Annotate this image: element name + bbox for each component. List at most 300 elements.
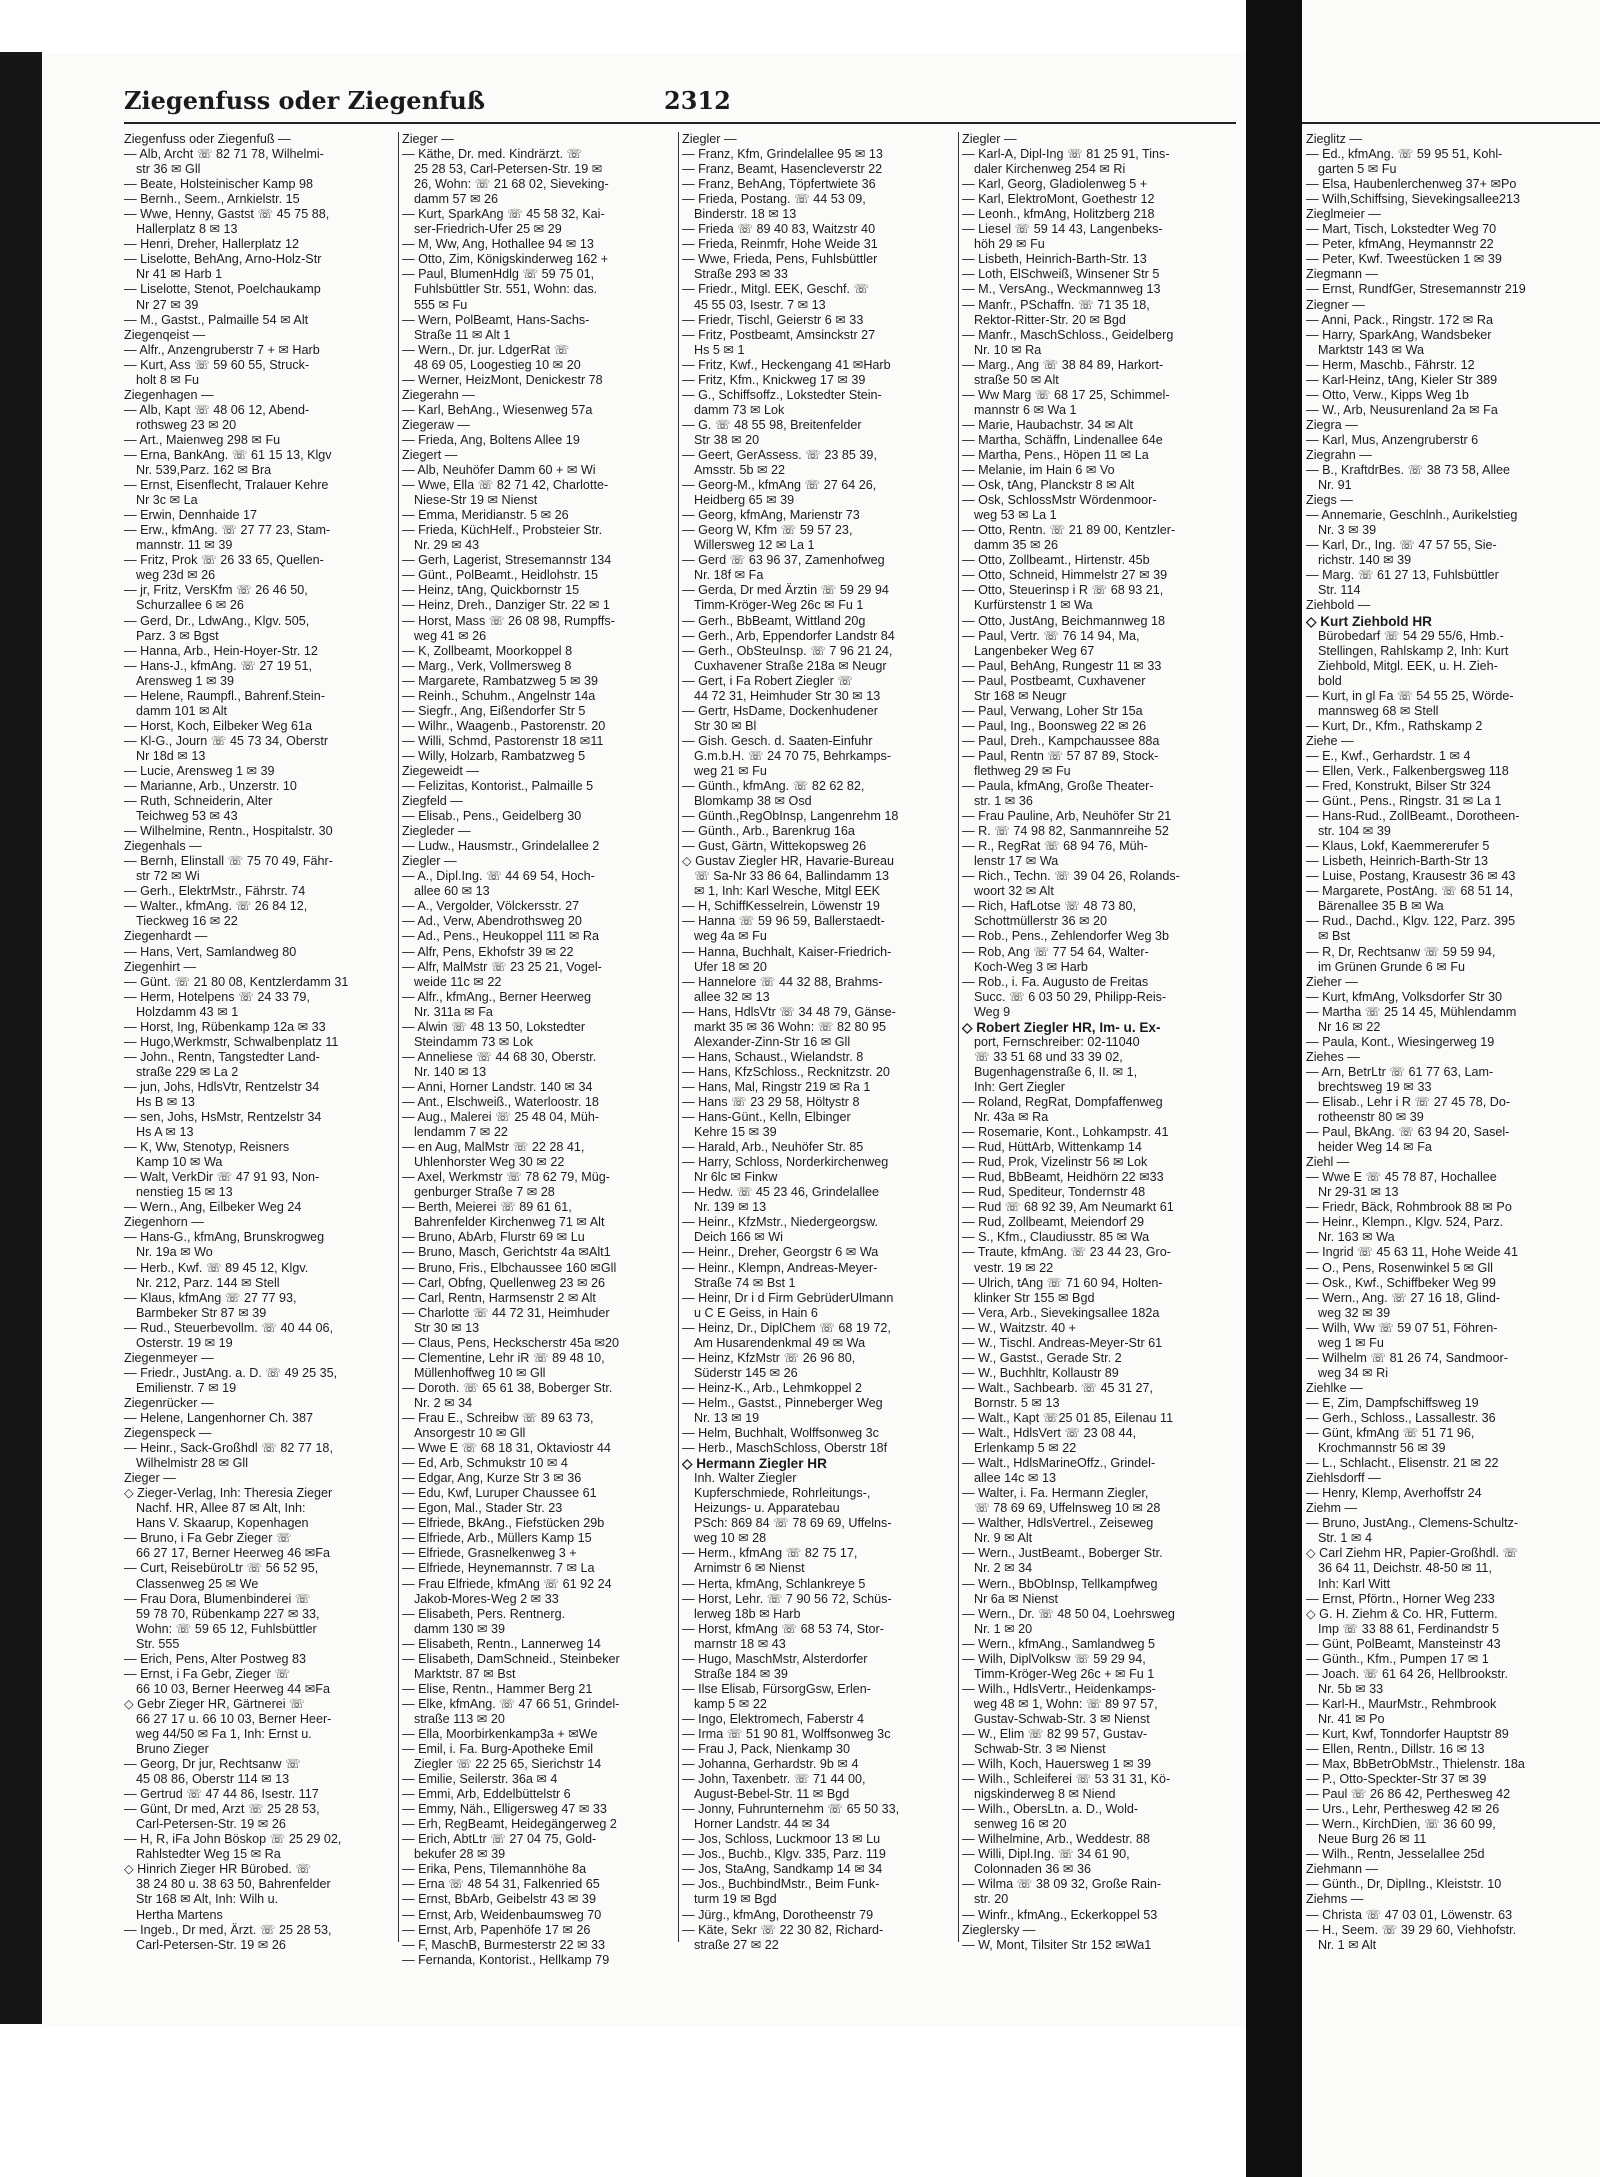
listing-entry-continuation: PSch: 869 84 ☏ 78 69 69, Uffelns- bbox=[694, 1516, 892, 1531]
running-head: Ziegenfuss oder Ziegenfuß bbox=[124, 86, 486, 115]
listing-entry: — Wilhelmine, Arb., Weddestr. 88 bbox=[962, 1832, 1151, 1847]
listing-entry: ◇ Robert Ziegler HR, Im- u. Ex- bbox=[962, 1019, 1161, 1035]
listing-entry-continuation: Horner Landstr. 44 ✉ 34 bbox=[694, 1817, 830, 1832]
surname-heading: Zieglersky — bbox=[962, 1922, 1036, 1937]
surname-heading: Ziehms — bbox=[1306, 1892, 1364, 1907]
listing-entry-continuation: Str 38 ✉ 20 bbox=[694, 432, 760, 447]
listing-entry-continuation: Marktstr. 87 ✉ Bst bbox=[414, 1666, 516, 1681]
listing-entry-continuation: mannstr. 11 ✉ 39 bbox=[136, 538, 233, 553]
listing-entry-continuation: turm 19 ✉ Bgd bbox=[694, 1892, 777, 1907]
listing-entry: — Ludw., Hausmstr., Grindelallee 2 bbox=[402, 839, 600, 854]
scan-left-edge bbox=[0, 52, 42, 2024]
listing-entry: — Karl, Mus, Anzengruberstr 6 bbox=[1306, 432, 1479, 447]
listing-entry: — Hans, HdlsVtr ☏ 34 48 79, Gänse- bbox=[682, 1004, 896, 1019]
listing-entry-continuation: woort 32 ✉ Alt bbox=[974, 884, 1054, 899]
listing-entry-continuation: straße 113 ✉ 20 bbox=[414, 1711, 505, 1726]
listing-entry: — Gerh., Schloss., Lassallestr. 36 bbox=[1306, 1410, 1496, 1425]
listing-entry-continuation: 25 28 53, Carl-Petersen-Str. 19 ✉ bbox=[414, 162, 603, 177]
listing-entry: — Egon, Mal., Stader Str. 23 bbox=[402, 1501, 563, 1516]
listing-entry-continuation: ser-Friedrich-Ufer 25 ✉ 29 bbox=[414, 222, 562, 237]
right-page-rule bbox=[1302, 122, 1600, 124]
listing-entry: — Liselotte, Stenot, Poelchaukamp bbox=[124, 282, 321, 297]
listing-entry: ◇ Kurt Ziehbold HR bbox=[1306, 613, 1432, 629]
surname-heading: Ziegenmeyer — bbox=[124, 1350, 214, 1365]
listing-entry: — R., RegRat ☏ 68 94 76, Müh- bbox=[962, 839, 1148, 854]
listing-entry: — Hans, Vert, Samlandweg 80 bbox=[124, 944, 297, 959]
listing-entry-continuation: Kupferschmiede, Rohrleitungs-, bbox=[694, 1486, 871, 1501]
listing-entry: — Peter, Kwf. Tweestücken 1 ✉ 39 bbox=[1306, 252, 1502, 267]
listing-entry-continuation: weg 53 ✉ La 1 bbox=[974, 508, 1057, 523]
listing-entry: — Heinz, Dreh., Danziger Str. 22 ✉ 1 bbox=[402, 598, 610, 613]
listing-entry: — Otto, Zim, Königskinderweg 162 + bbox=[402, 252, 609, 267]
listing-entry-continuation: genburger Straße 7 ✉ 28 bbox=[414, 1185, 555, 1200]
listing-entry: — Kurt, Dr., Kfm., Rathskamp 2 bbox=[1306, 718, 1483, 733]
listing-entry: — Frau Pauline, Arb, Neuhöfer Str 21 bbox=[962, 809, 1172, 824]
listing-entry: — Marianne, Arb., Unzerstr. 10 bbox=[124, 779, 297, 794]
listing-entry: — Wern, PolBeamt, Hans-Sachs- bbox=[402, 312, 590, 327]
listing-entry: — Elsa, Haubenlerchenweg 37+ ✉Po bbox=[1306, 177, 1517, 192]
listing-column-5 bbox=[1306, 132, 1600, 1953]
listing-entry: — Edgar, Ang, Kurze Str 3 ✉ 36 bbox=[402, 1471, 582, 1486]
listing-entry: — Ernst, i Fa Gebr, Zieger ☏ bbox=[124, 1666, 291, 1681]
listing-entry-continuation: weg 23d ✉ 26 bbox=[136, 568, 216, 583]
listing-entry-continuation: Jakob-Mores-Weg 2 ✉ 33 bbox=[414, 1591, 559, 1606]
listing-entry: — Paul ☏ 26 86 42, Perthesweg 42 bbox=[1306, 1787, 1511, 1802]
listing-entry: — Ilse Elisab, FürsorgGsw, Erlen- bbox=[682, 1681, 871, 1696]
listing-entry: — Werner, HeizMont, Denickestr 78 bbox=[402, 372, 603, 387]
listing-entry: — Frau J, Pack, Nienkamp 30 bbox=[682, 1742, 850, 1757]
listing-entry-continuation: Stellingen, Rahlskamp 2, Inh: Kurt bbox=[1318, 643, 1509, 658]
listing-entry: — Otto, Zollbeamt., Hirtenstr. 45b bbox=[962, 553, 1150, 568]
column-rule bbox=[398, 132, 399, 1942]
listing-entry: — Ernst, Pförtn., Horner Weg 233 bbox=[1306, 1591, 1495, 1606]
listing-entry-continuation: weg 4a ✉ Fu bbox=[694, 929, 767, 944]
listing-entry-continuation: Nr. 139 ✉ 13 bbox=[694, 1200, 767, 1215]
listing-entry: — A., Vergolder, Völckersstr. 27 bbox=[402, 899, 580, 914]
listing-entry: — Osk, tAng, Planckstr 8 ✉ Alt bbox=[962, 478, 1135, 493]
listing-entry: — Max, BbBetrObMstr., Thielenstr. 18a bbox=[1306, 1757, 1525, 1772]
listing-entry: — Ingo, Elektromech, Faberstr 4 bbox=[682, 1711, 864, 1726]
listing-entry-continuation: Inh: Gert Ziegler bbox=[974, 1079, 1065, 1094]
listing-entry-continuation: weg 34 ✉ Ri bbox=[1318, 1365, 1389, 1380]
surname-heading: Ziegenhals — bbox=[124, 839, 202, 854]
surname-heading: Ziegenhorn — bbox=[124, 1215, 204, 1230]
surname-heading: Ziegerahn — bbox=[402, 387, 475, 402]
listing-entry: — Wwe E ☏ 45 78 87, Hochallee bbox=[1306, 1170, 1497, 1185]
listing-entry: — Frau Elfriede, kfmAng ☏ 61 92 24 bbox=[402, 1576, 612, 1591]
listing-entry-continuation: mannsweg 68 ✉ Stell bbox=[1318, 703, 1439, 718]
listing-entry: — John, Taxenbetr. ☏ 71 44 00, bbox=[682, 1772, 866, 1787]
listing-entry-continuation: Str 30 ✉ 13 bbox=[414, 1320, 480, 1335]
listing-entry: — W., Tischl. Andreas-Meyer-Str 61 bbox=[962, 1335, 1163, 1350]
listing-entry: — Geert, GerAssess. ☏ 23 85 39, bbox=[682, 447, 877, 462]
listing-entry-continuation: senweg 16 ✉ 20 bbox=[974, 1817, 1067, 1832]
listing-entry: — H, SchiffKesselrein, Löwenstr 19 bbox=[682, 899, 880, 914]
listing-entry: — Hans, Schaust., Wielandstr. 8 bbox=[682, 1049, 864, 1064]
listing-entry: — Art., Maienweg 298 ✉ Fu bbox=[124, 432, 281, 447]
listing-entry-continuation: bold bbox=[1318, 673, 1342, 688]
listing-entry: — Heinr., KfzMstr., Niedergeorgsw. bbox=[682, 1215, 878, 1230]
listing-entry: — Karl, BehAng., Wiesenweg 57a bbox=[402, 402, 593, 417]
listing-entry: — Horst, Ing, Rübenkamp 12a ✉ 33 bbox=[124, 1019, 326, 1034]
listing-entry-continuation: flethweg 29 ✉ Fu bbox=[974, 763, 1071, 778]
listing-entry: — Herm, Maschb., Fährstr. 12 bbox=[1306, 357, 1475, 372]
listing-entry: — Wwe, Frieda, Pens, Fuhlsbüttler bbox=[682, 252, 878, 267]
listing-entry-continuation: brechtsweg 19 ✉ 33 bbox=[1318, 1079, 1432, 1094]
listing-entry: — Urs., Lehr, Perthesweg 42 ✉ 26 bbox=[1306, 1802, 1500, 1817]
surname-heading: Ziegrahn — bbox=[1306, 447, 1372, 462]
surname-heading: Zieglitz — bbox=[1306, 132, 1362, 146]
listing-entry: — Rud., Steuerbevollm. ☏ 40 44 06, bbox=[124, 1320, 333, 1335]
listing-entry-continuation: Nr. 140 ✉ 13 bbox=[414, 1064, 487, 1079]
listing-entry: ◇ Carl Ziehm HR, Papier-Großhdl. ☏ bbox=[1306, 1546, 1519, 1561]
listing-entry: — Traute, kfmAng. ☏ 23 44 23, Gro- bbox=[962, 1245, 1171, 1260]
listing-entry: — Herm, Hotelpens ☏ 24 33 79, bbox=[124, 989, 310, 1004]
listing-entry: — Ernst, RundfGer, Stresemannstr 219 bbox=[1306, 282, 1526, 297]
listing-entry: — Otto, Schneid, Himmelstr 27 ✉ 39 bbox=[962, 568, 1168, 583]
listing-entry: — Wilhelmine, Rentn., Hospitalstr. 30 bbox=[124, 824, 333, 839]
listing-entry: — E., Kwf., Gerhardstr. 1 ✉ 4 bbox=[1306, 748, 1471, 763]
listing-entry: — Günth., Kfm., Pumpen 17 ✉ 1 bbox=[1306, 1651, 1489, 1666]
listing-entry-continuation: kamp 5 ✉ 22 bbox=[694, 1696, 767, 1711]
listing-entry: — Hanna, Arb., Hein-Hoyer-Str. 12 bbox=[124, 643, 318, 658]
listing-entry-continuation: str. 1 ✉ 36 bbox=[974, 794, 1033, 809]
listing-entry-continuation: Inh: Karl Witt bbox=[1318, 1576, 1391, 1591]
listing-entry: — R. ☏ 74 98 82, Sanmannreihe 52 bbox=[962, 824, 1169, 839]
listing-entry: — Frieda, Reinmfr, Hohe Weide 31 bbox=[682, 237, 878, 252]
page-header bbox=[124, 86, 1232, 120]
listing-entry-continuation: Langenbeker Weg 67 bbox=[974, 643, 1095, 658]
listing-entry: — Jonny, Fuhrunternehm ☏ 65 50 33, bbox=[682, 1802, 900, 1817]
listing-entry-continuation: Willersweg 12 ✉ La 1 bbox=[694, 538, 815, 553]
listing-entry-continuation: Schurzallee 6 ✉ 26 bbox=[136, 598, 244, 613]
listing-entry-continuation: Marktstr 143 ✉ Wa bbox=[1318, 342, 1424, 357]
listing-entry-continuation: Nr. 212, Parz. 144 ✉ Stell bbox=[136, 1275, 280, 1290]
listing-entry: — jr, Fritz, VersKfm ☏ 26 46 50, bbox=[124, 583, 308, 598]
listing-entry-continuation: u C E Geiss, in Hain 6 bbox=[694, 1305, 818, 1320]
listing-entry-continuation: markt 35 ✉ 36 Wohn: ☏ 82 80 95 bbox=[694, 1019, 886, 1034]
listing-entry-continuation: Niese-Str 19 ✉ Nienst bbox=[414, 493, 538, 508]
listing-entry: — Ernst, BbArb, Geibelstr 43 ✉ 39 bbox=[402, 1892, 596, 1907]
listing-entry-continuation: Hs A ✉ 13 bbox=[136, 1125, 194, 1140]
listing-entry-continuation: ☏ 33 51 68 und 33 39 02, bbox=[974, 1049, 1123, 1064]
listing-entry: — Fred, Konstrukt, Bilser Str 324 bbox=[1306, 779, 1491, 794]
listing-entry-continuation: 48 69 05, Loogestieg 10 ✉ 20 bbox=[414, 357, 581, 372]
page-number: 2312 bbox=[664, 86, 731, 115]
listing-entry: — Heinr., Dreher, Georgstr 6 ✉ Wa bbox=[682, 1245, 879, 1260]
listing-entry-continuation: rothsweg 23 ✉ 20 bbox=[136, 417, 237, 432]
listing-entry: — Hans ☏ 23 29 58, Höltystr 8 bbox=[682, 1095, 860, 1109]
listing-entry-continuation: Timm-Kröger-Weg 26c + ✉ Fu 1 bbox=[974, 1666, 1155, 1681]
listing-entry-continuation: Hertha Martens bbox=[136, 1907, 223, 1922]
listing-entry-continuation: weg 48 ✉ 1, Wohn: ☏ 89 97 57, bbox=[974, 1696, 1158, 1711]
header-rule bbox=[124, 122, 1236, 124]
listing-entry: — Fritz, Kfm., Knickweg 17 ✉ 39 bbox=[682, 372, 866, 387]
listing-entry: — Marg. ☏ 61 27 13, Fuhlsbüttler bbox=[1306, 568, 1499, 583]
listing-entry-continuation: Ufer 18 ✉ 20 bbox=[694, 959, 767, 974]
listing-entry-continuation: allee 14c ✉ 13 bbox=[974, 1471, 1056, 1486]
listing-entry: — Wern., Ang. ☏ 27 16 18, Glind- bbox=[1306, 1290, 1501, 1305]
listing-entry-continuation: Kurfürstenstr 1 ✉ Wa bbox=[974, 598, 1093, 613]
listing-entry-continuation: Nr. 18f ✉ Fa bbox=[694, 568, 764, 583]
listing-entry: — Carl, Rentn, Harmsenstr 2 ✉ Alt bbox=[402, 1290, 596, 1305]
listing-entry-continuation: bekufer 28 ✉ 39 bbox=[414, 1847, 506, 1862]
listing-entry: — Elise, Rentn., Hammer Berg 21 bbox=[402, 1681, 593, 1696]
listing-entry-continuation: vestr. 19 ✉ 22 bbox=[974, 1260, 1054, 1275]
listing-entry-continuation: weg 32 ✉ 39 bbox=[1318, 1305, 1391, 1320]
listing-entry: — Elisab., Pens., Geidelberg 30 bbox=[402, 809, 582, 824]
column-rule bbox=[958, 132, 959, 1942]
listing-entry: — Günt, Dr med, Arzt ☏ 25 28 53, bbox=[124, 1802, 320, 1817]
listing-entry-continuation: Krochmannstr 56 ✉ 39 bbox=[1318, 1441, 1446, 1456]
listing-entry: — Walter, i. Fa. Hermann Ziegler, bbox=[962, 1486, 1149, 1501]
listing-entry: — Günth.,RegObInsp, Langenrehm 18 bbox=[682, 809, 899, 824]
listing-entry: — Hans, KfzSchloss., Recknitzstr. 20 bbox=[682, 1064, 890, 1079]
surname-heading: Zieger — bbox=[124, 1471, 176, 1486]
listing-entry: — Gerd, Dr., LdwAng., Klgv. 505, bbox=[124, 613, 310, 628]
listing-entry: — Karl, Georg, Gladiolenweg 5 + bbox=[962, 177, 1148, 192]
listing-entry-continuation: richstr. 140 ✉ 39 bbox=[1318, 553, 1412, 568]
listing-entry: — Felizitas, Kontorist., Palmaille 5 bbox=[402, 779, 594, 794]
surname-heading: Ziegmann — bbox=[1306, 267, 1379, 282]
listing-entry: — Georg, Dr jur, Rechtsanw ☏ bbox=[124, 1757, 301, 1772]
surname-heading: Ziegenhardt — bbox=[124, 929, 208, 944]
listing-entry: — Paul, Dreh., Kampchaussee 88a bbox=[962, 733, 1160, 748]
listing-entry: — Jürg., kfmAng, Dorotheenstr 79 bbox=[682, 1907, 874, 1922]
listing-entry: — Paul, BkAng. ☏ 63 94 20, Sasel- bbox=[1306, 1125, 1510, 1140]
listing-entry: — Ulrich, tAng ☏ 71 60 94, Holten- bbox=[962, 1275, 1163, 1290]
listing-entry: — W., Gastst., Gerade Str. 2 bbox=[962, 1350, 1122, 1365]
listing-entry-continuation: str. 20 bbox=[974, 1892, 1009, 1907]
listing-entry-continuation: Blomkamp 38 ✉ Osd bbox=[694, 794, 812, 809]
listing-entry-continuation: damm 101 ✉ Alt bbox=[136, 703, 228, 718]
listing-entry: — Fritz, Prok ☏ 26 33 65, Quellen- bbox=[124, 553, 324, 568]
listing-entry-continuation: port, Fernschreiber: 02-11040 bbox=[974, 1034, 1140, 1049]
listing-entry-continuation: Nr 41 ✉ Harb 1 bbox=[136, 267, 223, 282]
listing-entry: — Carl, Obfng, Quellenweg 23 ✉ 26 bbox=[402, 1275, 606, 1290]
listing-entry: — Günt., PolBeamt., Heidlohstr. 15 bbox=[402, 568, 598, 583]
listing-entry: — Elfriede, Arb., Müllers Kamp 15 bbox=[402, 1531, 592, 1546]
listing-entry: — Walt, VerkDir ☏ 47 91 93, Non- bbox=[124, 1170, 320, 1185]
listing-entry: — Erich, AbtLtr ☏ 27 04 75, Gold- bbox=[402, 1832, 597, 1847]
listing-entry-continuation: Nr. 41 ✉ Po bbox=[1318, 1711, 1385, 1726]
listing-entry: — H., Seem. ☏ 39 29 60, Viehhofstr. bbox=[1306, 1922, 1517, 1937]
listing-entry-continuation: damm 57 ✉ 26 bbox=[414, 192, 499, 207]
listing-entry: — Wern., JustBeamt., Boberger Str. bbox=[962, 1546, 1163, 1561]
listing-entry: — Otto, JustAng, Beichmannweg 18 bbox=[962, 613, 1166, 628]
listing-entry: — Kurt, in gl Fa ☏ 54 55 25, Wörde- bbox=[1306, 688, 1514, 703]
listing-entry: — Otto, Steuerinsp i R ☏ 68 93 21, bbox=[962, 583, 1164, 598]
listing-entry-continuation: ✉ 1, Inh: Karl Wesche, Mitgl EEK bbox=[694, 884, 881, 899]
listing-entry-continuation: Nr. 29 ✉ 43 bbox=[414, 538, 480, 553]
listing-entry: — A., Dipl.Ing. ☏ 44 69 54, Hoch- bbox=[402, 869, 595, 884]
listing-entry: — Marg., Ang ☏ 38 84 89, Harkort- bbox=[962, 357, 1164, 372]
listing-entry: — Alfr, Pens, Ekhofstr 39 ✉ 22 bbox=[402, 944, 574, 959]
listing-entry-continuation: 66 27 17, Berner Heerweg 46 ✉Fa bbox=[136, 1546, 330, 1561]
listing-entry: — Elisabeth, DamSchneid., Steinbeker bbox=[402, 1651, 620, 1666]
listing-entry: — Horst, Koch, Eilbeker Weg 61a bbox=[124, 718, 313, 733]
listing-entry: ◇ Zieger-Verlag, Inh: Theresia Zieger bbox=[124, 1486, 333, 1501]
listing-entry: — Marg., Verk, Vollmersweg 8 bbox=[402, 658, 572, 673]
listing-entry: — Harald, Arb., Neuhöfer Str. 85 bbox=[682, 1140, 864, 1155]
listing-entry-continuation: G.m.b.H. ☏ 24 70 75, Behrkamps- bbox=[694, 748, 892, 763]
listing-entry-continuation: Nr. 311a ✉ Fa bbox=[414, 1004, 493, 1019]
listing-entry: — R, Dr, Rechtsanw ☏ 59 59 94, bbox=[1306, 944, 1496, 959]
listing-entry: — Fritz, Kwf., Heckengang 41 ✉Harb bbox=[682, 357, 891, 372]
listing-entry: — Johanna, Gerhardstr. 9b ✉ 4 bbox=[682, 1757, 859, 1772]
listing-entry: — W, Mont, Tilsiter Str 152 ✉Wa1 bbox=[962, 1937, 1152, 1952]
listing-entry-continuation: lenstr 17 ✉ Wa bbox=[974, 854, 1059, 869]
listing-entry-continuation: Kamp 10 ✉ Wa bbox=[136, 1155, 223, 1170]
surname-heading: Ziehbold — bbox=[1306, 598, 1371, 613]
listing-entry: ◇ Hinrich Zieger HR Bürobed. ☏ bbox=[124, 1862, 312, 1877]
listing-entry: — Georg, kfmAng, Marienstr 73 bbox=[682, 508, 860, 523]
listing-entry-continuation: str. 104 ✉ 39 bbox=[1318, 824, 1391, 839]
surname-heading: Ziegenqeist — bbox=[124, 327, 206, 342]
listing-entry-continuation: Nr 3c ✉ La bbox=[136, 493, 198, 508]
listing-entry: — Martha, Pens., Höpen 11 ✉ La bbox=[962, 447, 1149, 462]
listing-entry-continuation: Hallerplatz 8 ✉ 13 bbox=[136, 222, 238, 237]
surname-heading: Ziegeweidt — bbox=[402, 763, 479, 778]
listing-entry-continuation: 45 08 86, Oberstr 114 ✉ 13 bbox=[136, 1772, 290, 1787]
listing-entry: — Wilh., Rentn, Jesselallee 25d bbox=[1306, 1847, 1485, 1862]
listing-entry: — Friedr, Bäck, Rohmbrook 88 ✉ Po bbox=[1306, 1200, 1512, 1215]
listing-entry-continuation: allee 60 ✉ 13 bbox=[414, 884, 490, 899]
listing-entry-continuation: Straße 293 ✉ 33 bbox=[694, 267, 788, 282]
listing-entry-continuation: Nr 18d ✉ 13 bbox=[136, 748, 206, 763]
listing-entry-continuation: Fuhlsbüttler Str. 551, Wohn: das. bbox=[414, 282, 598, 297]
listing-entry: — Heinr., Klempn, Andreas-Meyer- bbox=[682, 1260, 878, 1275]
listing-entry-continuation: Schwab-Str. 3 ✉ Nienst bbox=[974, 1742, 1106, 1757]
listing-entry: — F, MaschB, Burmesterstr 22 ✉ 33 bbox=[402, 1937, 606, 1952]
listing-entry: — Harry, SparkAng, Wandsbeker bbox=[1306, 327, 1492, 342]
listing-entry: — Ingeb., Dr med, Ärzt. ☏ 25 28 53, bbox=[124, 1922, 332, 1937]
listing-entry: — Hedw. ☏ 45 23 46, Grindelallee bbox=[682, 1185, 880, 1200]
listing-entry: — Friedr., Mitgl. EEK, Geschf. ☏ bbox=[682, 282, 870, 297]
listing-entry: — Kurt, Ass ☏ 59 60 55, Struck- bbox=[124, 357, 310, 372]
listing-entry-continuation: Emilienstr. 7 ✉ 19 bbox=[136, 1380, 237, 1395]
listing-entry: — Willi, Schmd, Pastorenstr 18 ✉11 bbox=[402, 733, 604, 748]
listing-entry: — Alfr, MalMstr ☏ 23 25 21, Vogel- bbox=[402, 959, 602, 974]
listing-entry-continuation: Nr. 539,Parz. 162 ✉ Bra bbox=[136, 463, 272, 478]
listing-entry: — Liesel ☏ 59 14 43, Langenbeks- bbox=[962, 222, 1163, 237]
listing-entry-continuation: 44 72 31, Heimhuder Str 30 ✉ 13 bbox=[694, 688, 881, 703]
listing-entry: — Erika, Pens, Tilemannhöhe 8a bbox=[402, 1862, 587, 1877]
listing-entry: — K, Zollbeamt, Moorkoppel 8 bbox=[402, 643, 573, 658]
surname-heading: Ziegenrücker — bbox=[124, 1395, 214, 1410]
listing-entry: — Rud ☏ 68 92 39, Am Neumarkt 61 bbox=[962, 1200, 1174, 1215]
listing-entry-continuation: heider Weg 14 ✉ Fa bbox=[1318, 1140, 1432, 1155]
listing-entry-continuation: Rektor-Ritter-Str. 20 ✉ Bgd bbox=[974, 312, 1126, 327]
listing-entry-continuation: Nr. 3 ✉ 39 bbox=[1318, 523, 1377, 538]
listing-entry: — W., Waitzstr. 40 + bbox=[962, 1320, 1076, 1335]
listing-entry: — Hans-Rud., ZollBeamt., Dorotheen- bbox=[1306, 809, 1520, 824]
listing-entry: — Gertrud ☏ 47 44 86, Isestr. 117 bbox=[124, 1787, 319, 1802]
listing-entry: — Aug., Malerei ☏ 25 48 04, Müh- bbox=[402, 1110, 600, 1125]
listing-entry: — Herb., Kwf. ☏ 89 45 12, Klgv. bbox=[124, 1260, 309, 1275]
listing-entry: — Herm., kfmAng ☏ 82 75 17, bbox=[682, 1546, 858, 1561]
listing-entry: — Elke, kfmAng. ☏ 47 66 51, Grindel- bbox=[402, 1696, 620, 1711]
listing-entry: — Herb., MaschSchloss, Oberstr 18f bbox=[682, 1441, 888, 1456]
listing-entry: — Friedr., JustAng. a. D. ☏ 49 25 35, bbox=[124, 1365, 338, 1380]
listing-entry: — Wern., Ang, Eilbeker Weg 24 bbox=[124, 1200, 302, 1215]
listing-entry-continuation: nigskinderweg 8 ✉ Niend bbox=[974, 1787, 1116, 1802]
listing-entry: — Kurt, SparkAng ☏ 45 58 32, Kai- bbox=[402, 207, 605, 222]
listing-entry-continuation: Osterstr. 19 ✉ 19 bbox=[136, 1335, 233, 1350]
listing-entry: — Margarete, PostAng. ☏ 68 51 14, bbox=[1306, 884, 1513, 899]
listing-entry: — Heinz, KfzMstr ☏ 26 96 80, bbox=[682, 1350, 856, 1365]
listing-entry-continuation: Neue Burg 26 ✉ 11 bbox=[1318, 1832, 1427, 1847]
listing-entry: — Paul, Postbeamt, Cuxhavener bbox=[962, 673, 1146, 688]
listing-entry-continuation: Nr. 2 ✉ 34 bbox=[414, 1395, 473, 1410]
listing-entry: — Rud, Zollbeamt, Meiendorf 29 bbox=[962, 1215, 1144, 1230]
listing-entry: — M., VersAng., Weckmannweg 13 bbox=[962, 282, 1161, 297]
listing-entry-continuation: Nr. 19a ✉ Wo bbox=[136, 1245, 213, 1260]
listing-entry-continuation: 36 64 11, Deichstr. 48-50 ✉ 11, bbox=[1318, 1561, 1492, 1576]
listing-entry: ◇ G. H. Ziehm & Co. HR, Futterm. bbox=[1306, 1606, 1498, 1621]
listing-entry: — Hannelore ☏ 44 32 88, Brahms- bbox=[682, 974, 883, 989]
listing-entry: — W., Buchhltr, Kollaustr 89 bbox=[962, 1365, 1119, 1380]
listing-entry-continuation: Weg 9 bbox=[974, 1004, 1011, 1019]
listing-entry: — Horst, Lehr. ☏ 7 90 56 72, Schüs- bbox=[682, 1591, 892, 1606]
surname-heading: Ziegenspeck — bbox=[124, 1426, 212, 1441]
listing-entry: — G., Schiffsoffz., Lokstedter Stein- bbox=[682, 387, 882, 402]
listing-entry: — Walt., HdlsVert ☏ 23 08 44, bbox=[962, 1426, 1137, 1441]
listing-entry: — Paula, kfmAng, Große Theater- bbox=[962, 779, 1154, 794]
listing-entry: — Hanna, Buchhalt, Kaiser-Friedrich- bbox=[682, 944, 892, 959]
listing-entry: — Jos., Buchb., Klgv. 335, Parz. 119 bbox=[682, 1847, 886, 1862]
listing-entry: — Ruth, Schneiderin, Alter bbox=[124, 794, 273, 809]
listing-entry: — Helene, Langenhorner Ch. 387 bbox=[124, 1410, 314, 1425]
surname-heading: Zieglmeier — bbox=[1306, 207, 1381, 222]
listing-entry: — jun, Johs, HdlsVtr, Rentzelstr 34 bbox=[124, 1079, 320, 1094]
listing-entry: — Wwe E ☏ 68 18 31, Oktaviostr 44 bbox=[402, 1441, 611, 1456]
listing-entry: — Frieda, KüchHelf., Probsteier Str. bbox=[402, 523, 603, 538]
listing-entry: — Osk, SchlossMstr Wördenmoor- bbox=[962, 493, 1157, 508]
listing-entry: — Ernst, Eisenflecht, Tralauer Kehre bbox=[124, 478, 329, 493]
listing-entry: — Paul, Ing., Boonsweg 22 ✉ 26 bbox=[962, 718, 1147, 733]
listing-entry: — Rud, BbBeamt, Heidhörn 22 ✉33 bbox=[962, 1170, 1164, 1185]
listing-entry: — Rud., Dachd., Klgv. 122, Parz. 395 bbox=[1306, 914, 1516, 929]
listing-entry-continuation: Barmbeker Str 87 ✉ 39 bbox=[136, 1305, 267, 1320]
listing-entry-continuation: Straße 74 ✉ Bst 1 bbox=[694, 1275, 796, 1290]
listing-entry: — Ernst, Arb, Weidenbaumsweg 70 bbox=[402, 1907, 602, 1922]
listing-entry: — Ant., Elschweiß., Waterloostr. 18 bbox=[402, 1095, 599, 1109]
listing-entry-continuation: Arensweg 1 ✉ 39 bbox=[136, 673, 235, 688]
listing-entry: — Bruno, JustAng., Clemens-Schultz- bbox=[1306, 1516, 1519, 1531]
listing-entry: — Heinr., Klempn., Klgv. 524, Parz. bbox=[1306, 1215, 1504, 1230]
listing-entry: — Axel, Werkmstr ☏ 78 62 79, Müg- bbox=[402, 1170, 610, 1185]
listing-entry: — Walter., kfmAng. ☏ 26 84 12, bbox=[124, 899, 308, 914]
listing-entry: — Ingrid ☏ 45 63 11, Hohe Weide 41 bbox=[1306, 1245, 1519, 1260]
surname-heading: Ziehes — bbox=[1306, 1049, 1360, 1064]
listing-entry-continuation: Tieckweg 16 ✉ 22 bbox=[136, 914, 238, 929]
listing-entry-continuation: Nr. 13 ✉ 19 bbox=[694, 1410, 760, 1425]
listing-entry: — Doroth. ☏ 65 61 38, Boberger Str. bbox=[402, 1380, 613, 1395]
listing-entry: — P., Otto-Speckter-Str 37 ✉ 39 bbox=[1306, 1772, 1487, 1787]
listing-entry: — Käte, Sekr ☏ 22 30 82, Richard- bbox=[682, 1922, 884, 1937]
listing-entry: — Berth, Meierei ☏ 89 61 61, bbox=[402, 1200, 572, 1215]
listing-entry-continuation: daler Kirchenweg 254 ✉ Ri bbox=[974, 162, 1126, 177]
listing-entry: — Fernanda, Kontorist., Hellkamp 79 bbox=[402, 1952, 610, 1967]
surname-heading: Ziegler — bbox=[682, 132, 737, 146]
listing-entry: — Jos., BuchbindMstr., Beim Funk- bbox=[682, 1877, 880, 1892]
surname-heading: Zieher — bbox=[1306, 974, 1358, 989]
listing-entry-continuation: straße 50 ✉ Alt bbox=[974, 372, 1059, 387]
listing-column-1 bbox=[124, 132, 396, 1953]
listing-entry-continuation: Nr. 9 ✉ Alt bbox=[974, 1531, 1033, 1546]
listing-entry: — Marie, Haubachstr. 34 ✉ Alt bbox=[962, 417, 1133, 432]
